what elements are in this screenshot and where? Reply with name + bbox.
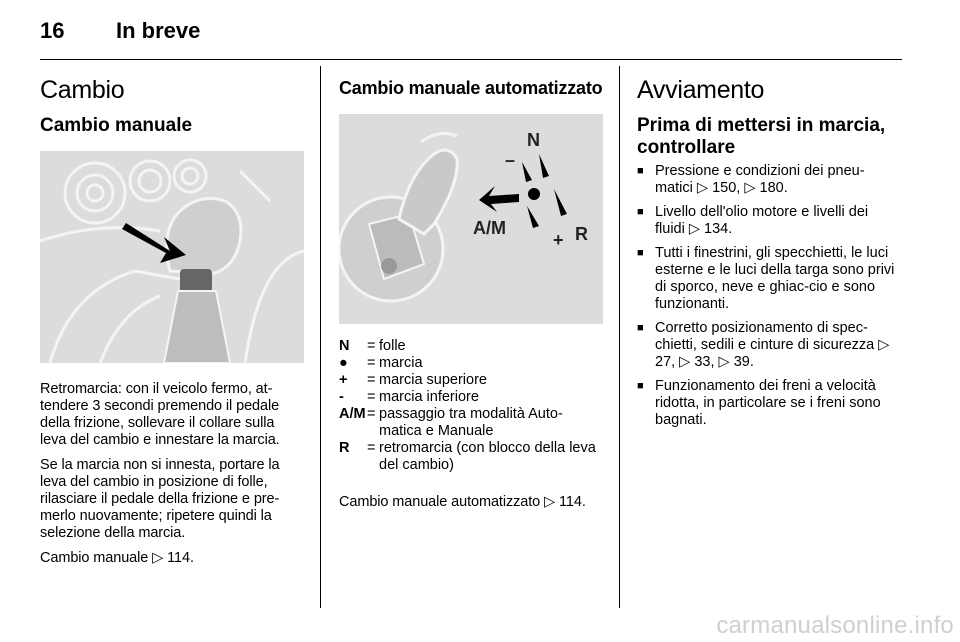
subheading-prima-di-mettersi: Prima di mettersi in marcia, controllare: [637, 115, 886, 158]
page-header: [40, 18, 900, 48]
list-item-text: Livello dell'olio motore e livelli dei fluidi ▷ 134.: [655, 204, 869, 237]
legend-value: marcia superiore: [379, 372, 487, 388]
list-item: [637, 163, 901, 197]
figure-label-plus: +: [553, 230, 564, 250]
list-item-text: Funzionamento dei freni a velocità ridotta, in particolare se i freni sono bagnati.: [655, 378, 881, 428]
legend-equals: =: [367, 338, 376, 354]
column-avviamento: [637, 70, 901, 436]
legend-value: marcia inferiore: [379, 389, 479, 405]
legend-equals: =: [367, 389, 376, 405]
bullet-square-icon: ■: [637, 380, 644, 392]
list-item-text: Pressione e condizioni dei pneu-matici ▷ 150, ▷ 180.: [655, 163, 865, 196]
figure-label-r: R: [575, 224, 588, 244]
legend-equals: =: [367, 406, 376, 422]
list-item: [637, 245, 901, 313]
legend-equals: =: [367, 355, 376, 371]
page-number: 16: [40, 18, 65, 43]
subheading-cambio-manuale: Cambio manuale: [40, 115, 193, 136]
legend-value: marcia: [379, 355, 423, 371]
list-item-text: Tutti i finestrini, gli specchietti, le luci esterne e le luci della targa sono privi di sporco, neve e ghiac-cio e sono funzionanti.: [655, 245, 895, 312]
legend-table: [339, 338, 603, 474]
header-rule: [40, 59, 902, 60]
section-heading-cambio-automatizzato: Cambio manuale automatizzato: [339, 78, 603, 98]
legend-key: A/M: [339, 406, 366, 422]
figure-label-am: A/M: [473, 218, 506, 238]
paragraph-marcia-non-innesta: Se la marcia non si innesta, portare la leva del cambio in posizione di folle, rilasciare il pedale della frizione e pre-merlo nuovamente; ripetere quindi la selezione della marcia.: [40, 457, 280, 541]
section-heading-cambio: Cambio: [40, 76, 125, 104]
legend-value: folle: [379, 338, 406, 354]
legend-key: +: [339, 372, 348, 388]
column-divider: [320, 66, 321, 608]
list-item: [637, 378, 901, 429]
legend-key: ●: [339, 355, 348, 371]
section-heading-avviamento: Avviamento: [637, 76, 765, 104]
legend-key: -: [339, 389, 344, 405]
bullet-square-icon: ■: [637, 165, 644, 177]
legend-key: R: [339, 440, 350, 456]
paragraph-retromarcia: Retromarcia: con il veicolo fermo, at-tendere 3 secondi premendo il pedale della frizione, sollevare il collare sulla leva del cambio e innestare la marcia.: [40, 381, 280, 448]
checklist: [637, 163, 901, 429]
legend-value: retromarcia (con blocco della leva del cambio): [379, 440, 596, 473]
figure-label-minus: –: [505, 150, 516, 170]
bullet-square-icon: ■: [637, 322, 644, 334]
column-cambio: [40, 70, 304, 567]
watermark: carmanualsonline.info: [716, 612, 954, 639]
gear-lever-drawing: [40, 151, 304, 363]
legend-row: [339, 372, 603, 389]
legend-row: [339, 406, 603, 440]
list-item: [637, 204, 901, 238]
legend-row: [339, 355, 603, 372]
manual-gear-lever-illustration: [40, 151, 304, 363]
reference-cambio-automatizzato: Cambio manuale automatizzato ▷ 114.: [339, 494, 586, 510]
legend-row: [339, 389, 603, 406]
legend-key: N: [339, 338, 350, 354]
list-item-text: Corretto posizionamento di spec-chietti, sedili e cinture di sicurezza ▷ 27, ▷ 33, ▷ 39.: [655, 320, 890, 370]
legend-value: passaggio tra modalità Auto-matica e Manuale: [379, 406, 563, 439]
bullet-square-icon: ■: [637, 247, 644, 259]
reference-cambio-manuale: Cambio manuale ▷ 114.: [40, 550, 194, 566]
column-divider: [619, 66, 620, 608]
automated-gear-drawing: [339, 114, 603, 324]
automated-gear-lever-illustration: [339, 114, 603, 324]
legend-equals: =: [367, 372, 376, 388]
page-title: In breve: [116, 18, 201, 43]
column-cambio-automatizzato: [339, 70, 603, 511]
legend-row: [339, 338, 603, 355]
legend-row: [339, 440, 603, 474]
legend-equals: =: [367, 440, 376, 456]
bullet-square-icon: ■: [637, 206, 644, 218]
list-item: [637, 320, 901, 371]
figure-label-n: N: [527, 130, 540, 150]
